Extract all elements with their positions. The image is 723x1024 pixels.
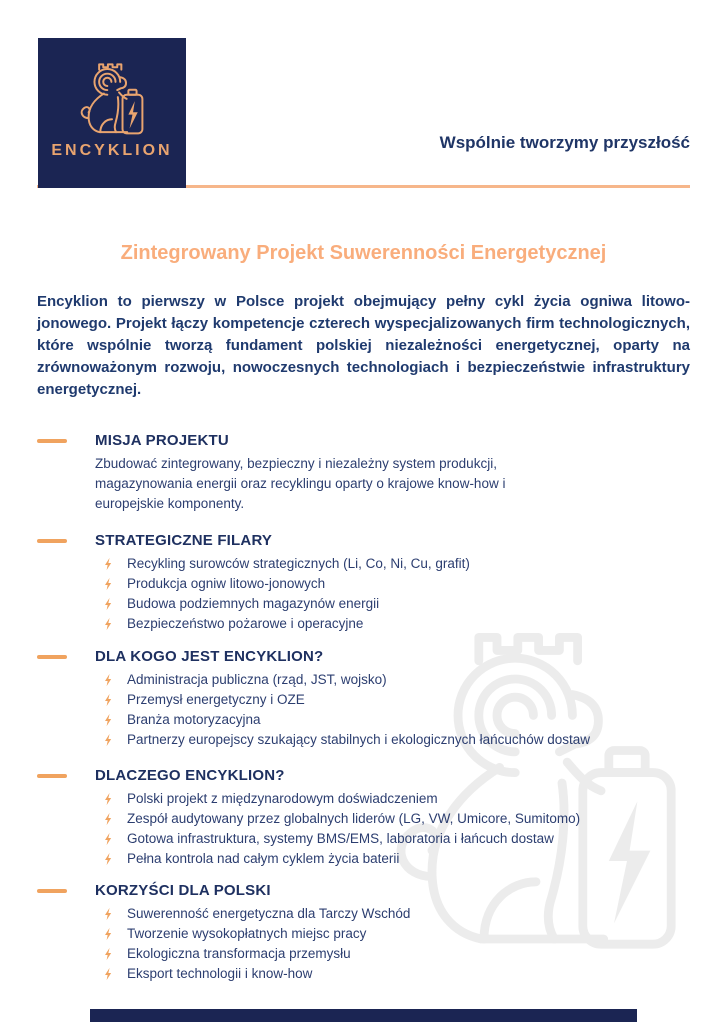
list-item-text: Bezpieczeństwo pożarowe i operacyjne (127, 616, 364, 631)
lightning-bolt-icon (103, 557, 113, 571)
document-body (37, 241, 690, 984)
section-text: Zbudować zintegrowany, bezpieczny i niezależny system produkcji, magazynowania energii oraz recyklingu oparty o krajowe know-how i europejskie komponenty. (95, 456, 506, 511)
lightning-bolt-icon (103, 832, 113, 846)
lightning-bolt-icon (103, 947, 113, 961)
section-heading: KORZYŚCI DLA POLSKI (95, 882, 271, 899)
list-item-text: Ekologiczna transformacja przemysłu (127, 946, 351, 961)
brand-logo (38, 38, 186, 188)
section-dla-kogo (37, 648, 690, 750)
document-title: Zintegrowany Projekt Suwerenności Energetycznej (120, 242, 607, 264)
list-item-text: Produkcja ogniw litowo-jonowych (127, 576, 326, 591)
list-item-text: Pełna kontrola nad całym cyklem życia baterii (127, 851, 400, 866)
lightning-bolt-icon (103, 852, 113, 866)
list-item (95, 690, 690, 710)
list-item-text: Eksport technologii i know-how (127, 966, 313, 981)
lightning-bolt-icon (103, 617, 113, 631)
intro-paragraph: Encyklion to pierwszy w Polsce projekt obejmujący pełny cykl życia ogniwa litowo-jonowego. Projekt łączy kompetencje czterech wyspecjalizowanych firm technologicznych, które wspólnie tworzą fundament polskiej niezależności energetycznej, oparty na zrównoważonym rozwoju, nowoczesnych technologiach i bezpieczeństwie infrastruktury energetycznej. (37, 293, 690, 398)
section-korzysci (37, 882, 690, 984)
list-item (95, 829, 690, 849)
section-marker (37, 439, 67, 443)
section-list (95, 789, 690, 869)
lightning-bolt-icon (103, 733, 113, 747)
list-item-text: Branża motoryzacyjna (127, 712, 261, 727)
section-marker (37, 774, 67, 778)
section-strategiczne-filary (37, 532, 690, 634)
list-item (95, 789, 690, 809)
section-dlaczego (37, 767, 690, 869)
section-list (95, 670, 690, 750)
list-item (95, 710, 690, 730)
brand-name: ENCYKLION (51, 142, 173, 159)
section-heading: STRATEGICZNE FILARY (95, 532, 273, 549)
section-list (95, 554, 690, 634)
footer-bar (90, 1009, 637, 1022)
list-item-text: Administracja publiczna (rząd, JST, wojsko) (127, 672, 387, 687)
list-item (95, 904, 690, 924)
lightning-bolt-icon (103, 927, 113, 941)
list-item (95, 849, 690, 869)
list-item-text: Recykling surowców strategicznych (Li, Co, Ni, Cu, grafit) (127, 556, 470, 571)
list-item-text: Przemysł energetyczny i OZE (127, 692, 305, 707)
list-item (95, 594, 690, 614)
list-item-text: Polski projekt z międzynarodowym doświadczeniem (127, 791, 438, 806)
list-item (95, 730, 690, 750)
lightning-bolt-icon (103, 812, 113, 826)
list-item-text: Suwerenność energetyczna dla Tarczy Wschód (127, 906, 411, 921)
section-heading: MISJA PROJEKTU (95, 432, 229, 449)
section-marker (37, 539, 67, 543)
lightning-bolt-icon (103, 967, 113, 981)
lion-battery-logo-icon (71, 62, 153, 138)
list-item (95, 964, 690, 984)
list-item (95, 670, 690, 690)
list-item-text: Gotowa infrastruktura, systemy BMS/EMS, laboratoria i łańcuch dostaw (127, 831, 554, 846)
section-misja-projektu (37, 432, 690, 514)
list-item (95, 944, 690, 964)
lightning-bolt-icon (103, 907, 113, 921)
section-marker (37, 889, 67, 893)
list-item (95, 809, 690, 829)
list-item (95, 554, 690, 574)
lightning-bolt-icon (103, 792, 113, 806)
list-item (95, 924, 690, 944)
list-item-text: Partnerzy europejscy szukający stabilnych i ekologicznych łańcuchów dostaw (127, 732, 590, 747)
lightning-bolt-icon (103, 577, 113, 591)
lightning-bolt-icon (103, 713, 113, 727)
list-item (95, 614, 690, 634)
lightning-bolt-icon (103, 693, 113, 707)
list-item-text: Budowa podziemnych magazynów energii (127, 596, 380, 611)
lightning-bolt-icon (103, 673, 113, 687)
list-item (95, 574, 690, 594)
section-list (95, 904, 690, 984)
list-item-text: Zespół audytowany przez globalnych liderów (LG, VW, Umicore, Sumitomo) (127, 811, 581, 826)
header-tagline: Wspólnie tworzymy przyszłość (439, 133, 690, 152)
list-item-text: Tworzenie wysokopłatnych miejsc pracy (127, 926, 367, 941)
section-marker (37, 655, 67, 659)
section-heading: DLA KOGO JEST ENCYKLION? (95, 648, 324, 665)
section-heading: DLACZEGO ENCYKLION? (95, 767, 285, 784)
lightning-bolt-icon (103, 597, 113, 611)
